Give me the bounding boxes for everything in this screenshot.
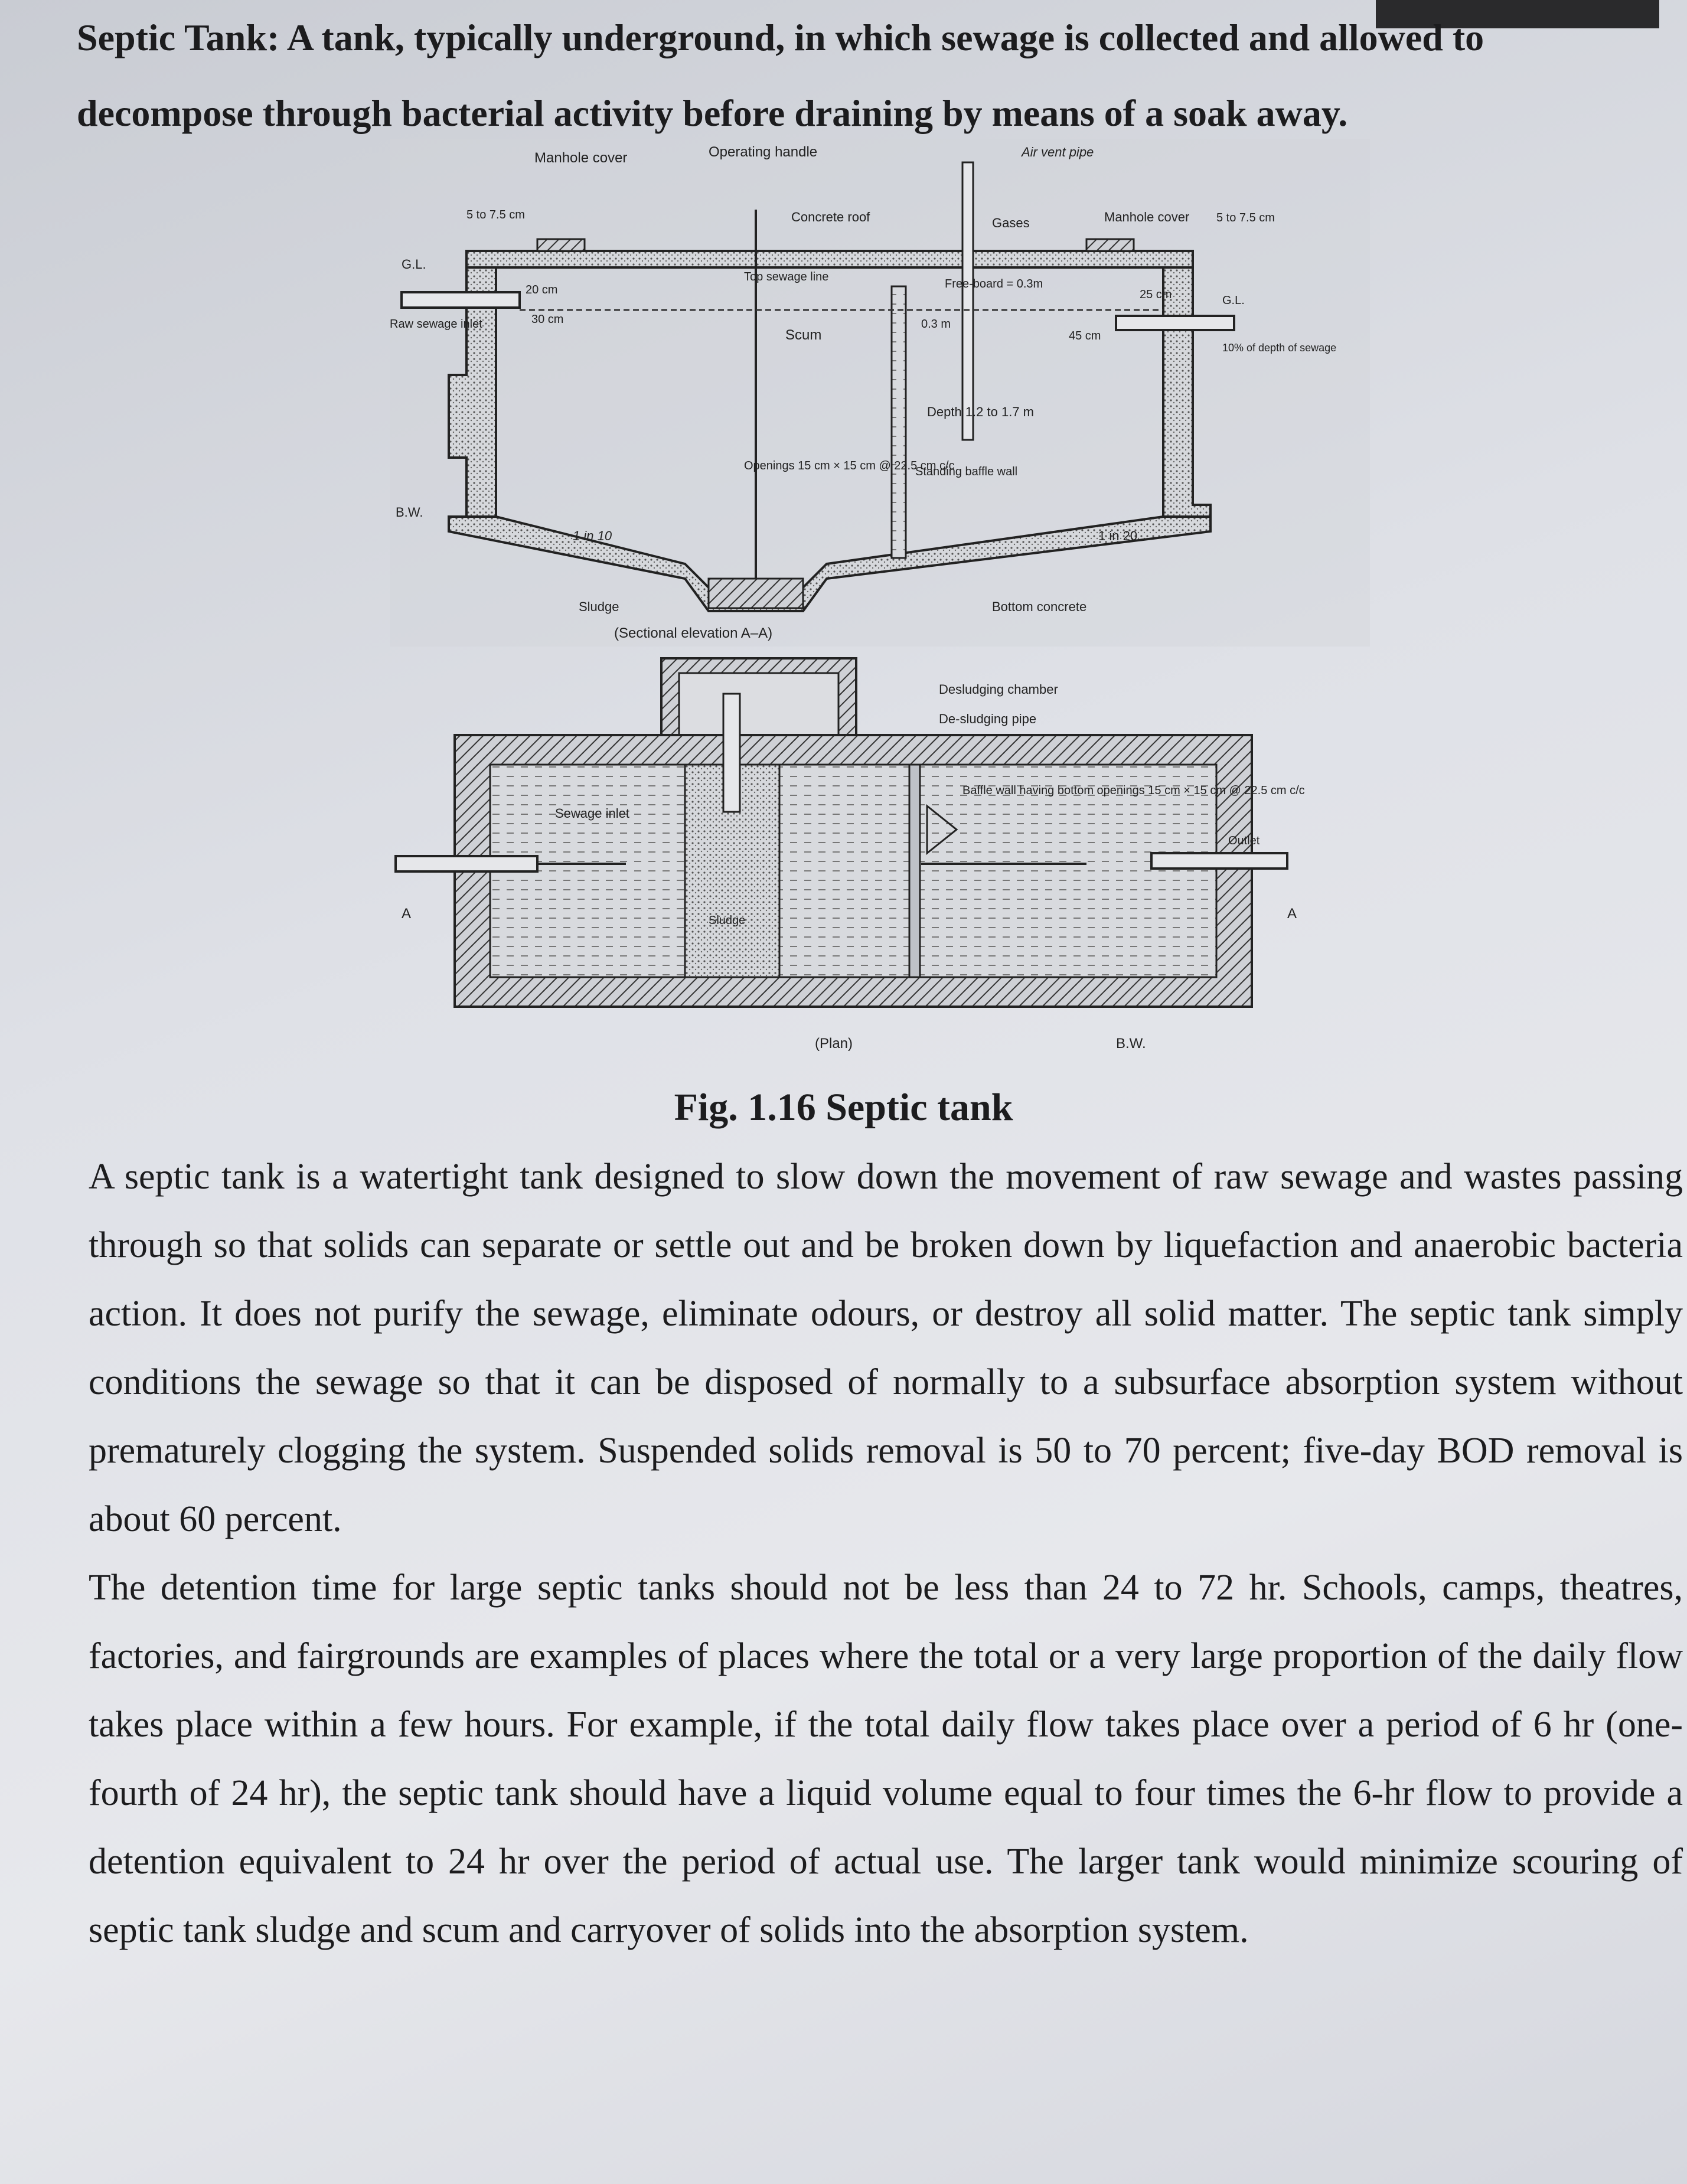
label-sewage-inlet: Sewage inlet: [555, 806, 629, 821]
label-thickness-right: 5 to 7.5 cm: [1216, 211, 1275, 224]
body-text: [89, 1142, 1683, 1964]
label-dim-45cm: 45 cm: [1069, 329, 1101, 342]
label-outlet-note: 10% of depth of sewage: [1222, 342, 1337, 354]
label-elevation-title: (Sectional elevation A–A): [614, 625, 773, 641]
label-bottom-concrete: Bottom concrete: [992, 599, 1087, 614]
label-baffle-note: Baffle wall having bottom openings 15 cm × 15 cm @ 22.5 cm c/c: [962, 784, 1305, 797]
plan-baffle-wall: [909, 765, 920, 977]
label-concrete-roof: Concrete roof: [791, 210, 870, 224]
label-scum: Scum: [785, 327, 822, 343]
label-plan-bw: B.W.: [1116, 1036, 1146, 1052]
label-manhole-cover-right: Manhole cover: [1104, 210, 1190, 224]
label-section-a-right: A: [1287, 906, 1297, 922]
label-gl-right: G.L.: [1222, 294, 1245, 307]
label-slope-left: 1 in 10: [573, 528, 612, 543]
plan-inlet-pipe: [396, 856, 537, 871]
term-definition: A tank, typically underground, in which sewage is collected and allowed to decompose through bacterial activity before draining by means of a soak away.: [77, 17, 1484, 134]
standing-baffle-wall: [892, 286, 906, 558]
label-top-sewage-line: Top sewage line: [744, 270, 829, 283]
label-plan-title: (Plan): [815, 1036, 853, 1052]
air-vent-pipe: [962, 162, 973, 440]
label-dim-30cm: 30 cm: [531, 313, 564, 326]
label-slope-right: 1 in 20: [1098, 528, 1138, 543]
sludge-pit: [709, 579, 803, 608]
inlet-pipe: [402, 292, 520, 308]
label-dim-25cm: 25 cm: [1140, 288, 1172, 301]
label-desludging-chamber: Desludging chamber: [939, 682, 1058, 697]
figure-caption: Fig. 1.16 Septic tank: [674, 1086, 1013, 1129]
label-air-vent-pipe: Air vent pipe: [1022, 145, 1094, 159]
label-thickness-left: 5 to 7.5 cm: [466, 208, 525, 221]
term-label: Septic Tank:: [77, 17, 280, 58]
label-sludge-plan: Sludge: [709, 914, 746, 927]
label-raw-sewage-inlet: Raw sewage inlet: [390, 318, 482, 331]
paragraph-1: A septic tank is a watertight tank designed to slow down the movement of raw sewage and wastes passing through so that solids can separate or settle out and be broken down by liquefaction and anaerobic bacteria action. It does not purify the sewage, eliminate odours, or destroy all solid matter. The septic tank simply conditions the sewage so that it can be disposed of normally to a subsurface absorption system without prematurely clogging the system. Suspended solids removal is 50 to 70 percent; five-day BOD removal is about 60 percent.: [89, 1157, 1683, 1539]
concrete-roof-slab: [466, 251, 1193, 267]
label-outlet: Outlet: [1228, 834, 1260, 847]
sectional-elevation: [390, 139, 1370, 647]
label-manhole-cover-left: Manhole cover: [534, 150, 628, 166]
label-desludging-pipe: De-sludging pipe: [939, 711, 1037, 726]
label-standing-baffle: Standing baffle wall: [915, 465, 1018, 478]
label-dim-03m: 0.3 m: [921, 318, 951, 331]
septic-tank-figure: [378, 139, 1382, 1072]
label-free-board: Free-board = 0.3m: [945, 278, 1043, 290]
label-bw-left: B.W.: [396, 505, 423, 520]
label-dim-20cm: 20 cm: [526, 283, 558, 296]
label-openings: Openings 15 cm × 15 cm @ 22.5 cm c/c: [744, 459, 955, 472]
intro-paragraph: [77, 0, 1647, 151]
outlet-pipe: [1116, 316, 1234, 330]
label-gases: Gases: [992, 216, 1030, 230]
plan-outlet-pipe: [1151, 853, 1287, 869]
label-sludge-elevation: Sludge: [579, 599, 619, 614]
label-depth: Depth 1.2 to 1.7 m: [927, 404, 1034, 419]
label-operating-handle: Operating handle: [709, 144, 818, 160]
plan-desludging-pipe: [723, 694, 740, 812]
label-section-a-left: A: [402, 906, 412, 922]
label-gl-left: G.L.: [402, 257, 426, 272]
plan-view: [396, 658, 1305, 1052]
paragraph-2: The detention time for large septic tanks should not be less than 24 to 72 hr. Schools, camps, theatres, factories, and fairgrounds are examples of places where the total or a very large proportion of the daily flow takes place within a few hours. For example, if the total daily flow takes place over a period of 6 hr (one-fourth of 24 hr), the septic tank should have a liquid volume equal to four times the 6-hr flow to provide a detention equivalent to 24 hr over the period of actual use. The larger tank would minimize scouring of septic tank sludge and scum and carryover of solids into the absorption system.: [89, 1568, 1683, 1950]
